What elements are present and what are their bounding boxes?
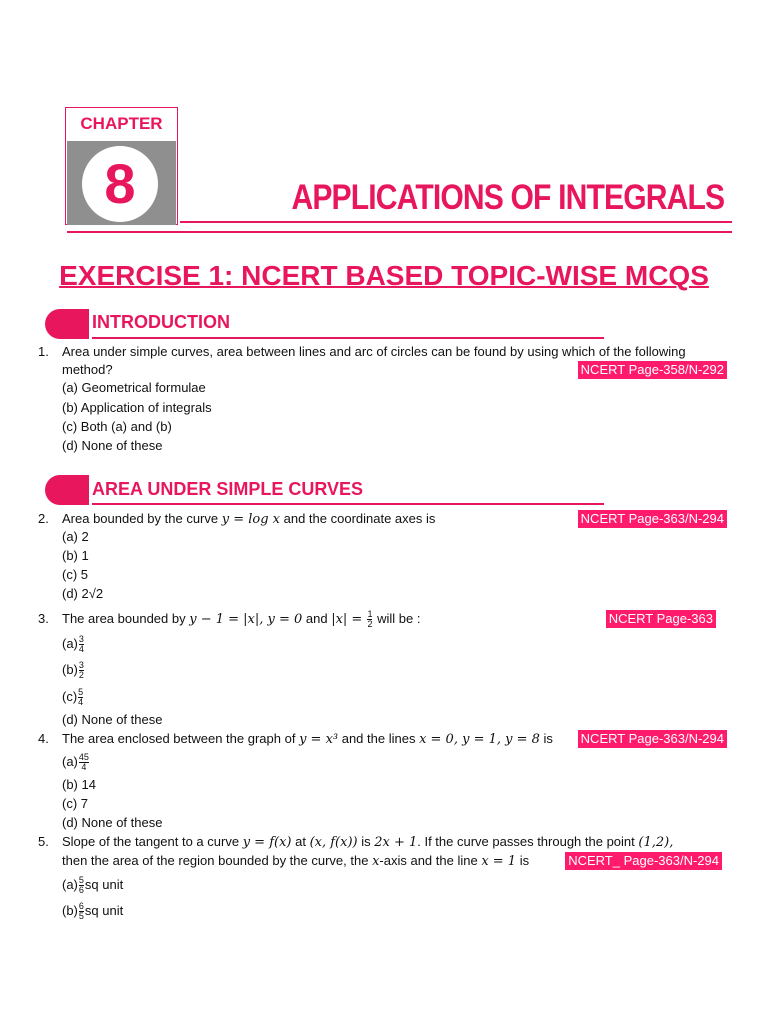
- option: (a) 2: [62, 529, 89, 544]
- chapter-label: CHAPTER: [80, 114, 163, 133]
- option: (a) $\frac{5}{6}$ sq unit: [62, 875, 124, 896]
- question-number: 5.: [38, 834, 49, 849]
- ncert-reference-tag: NCERT Page-363: [606, 610, 716, 628]
- section-title-area-under-simple-curves: AREA UNDER SIMPLE CURVES: [92, 479, 364, 499]
- question-text-cont: method?: [62, 362, 113, 377]
- option: (b) $\frac{3}{2}$: [62, 660, 84, 681]
- question-text: The area enclosed between the graph of y = x³ and the lines x = 0, y = 1, y = 8 is: [62, 731, 553, 747]
- title-rule-lower: [67, 231, 732, 233]
- section-title-introduction: INTRODUCTION: [92, 312, 230, 332]
- option: (c) $\frac{5}{4}$: [62, 687, 84, 708]
- question-text: Area under simple curves, area between lines and arc of circles can be found by using which of the following: [62, 344, 686, 359]
- question-text: The area bounded by y − 1 = |x|, y = 0 and |x| = $\frac{1}{2}$ will be :: [62, 609, 421, 630]
- option: (b) 14: [62, 777, 96, 792]
- option: (c) Both (a) and (b): [62, 419, 172, 434]
- option: (a) $\frac{45}{4}$: [62, 752, 89, 773]
- option: (b) $\frac{6}{5}$ sq unit: [62, 901, 124, 922]
- option: (d) None of these: [62, 712, 163, 727]
- question-text: Area bounded by the curve y = log x and the coordinate axes is: [62, 511, 436, 527]
- ncert-reference-tag: NCERT Page-363/N-294: [578, 730, 727, 748]
- question-number: 4.: [38, 731, 49, 746]
- section-underline: [92, 337, 604, 339]
- section-underline: [92, 503, 604, 505]
- ncert-reference-tag: NCERT Page-363/N-294: [578, 510, 727, 528]
- chapter-title: APPLICATIONS OF INTEGRALS: [291, 178, 724, 217]
- question-text: Slope of the tangent to a curve y = f(x) at (x, f(x)) is 2x + 1. If the curve passes through the point (1,2),: [62, 834, 674, 850]
- ncert-reference-tag: NCERT Page-358/N-292: [578, 361, 727, 379]
- option: (d) None of these: [62, 815, 163, 830]
- chapter-number: 8: [104, 152, 136, 215]
- option: (b) 1: [62, 548, 89, 563]
- section-marker: [45, 309, 89, 339]
- title-rule: [180, 221, 732, 223]
- section-marker: [45, 475, 89, 505]
- option: (a) Geometrical formulae: [62, 380, 206, 395]
- option: (b) Application of integrals: [62, 400, 212, 415]
- option: (c) 5: [62, 567, 88, 582]
- exercise-title: EXERCISE 1: NCERT BASED TOPIC-WISE MCQS: [59, 260, 709, 291]
- question-number: 2.: [38, 511, 49, 526]
- ncert-reference-tag: NCERT_ Page-363/N-294: [565, 852, 722, 870]
- question-text-cont: then the area of the region bounded by the curve, the x-axis and the line x = 1 is: [62, 853, 530, 869]
- option: (a) $\frac{3}{4}$: [62, 634, 84, 655]
- question-number: 3.: [38, 611, 49, 626]
- option: (d) 2√2: [62, 586, 104, 601]
- question-number: 1.: [38, 344, 49, 359]
- option: (c) 7: [62, 796, 88, 811]
- option: (d) None of these: [62, 438, 163, 453]
- fraction: $\frac{1}{2}$: [367, 609, 373, 630]
